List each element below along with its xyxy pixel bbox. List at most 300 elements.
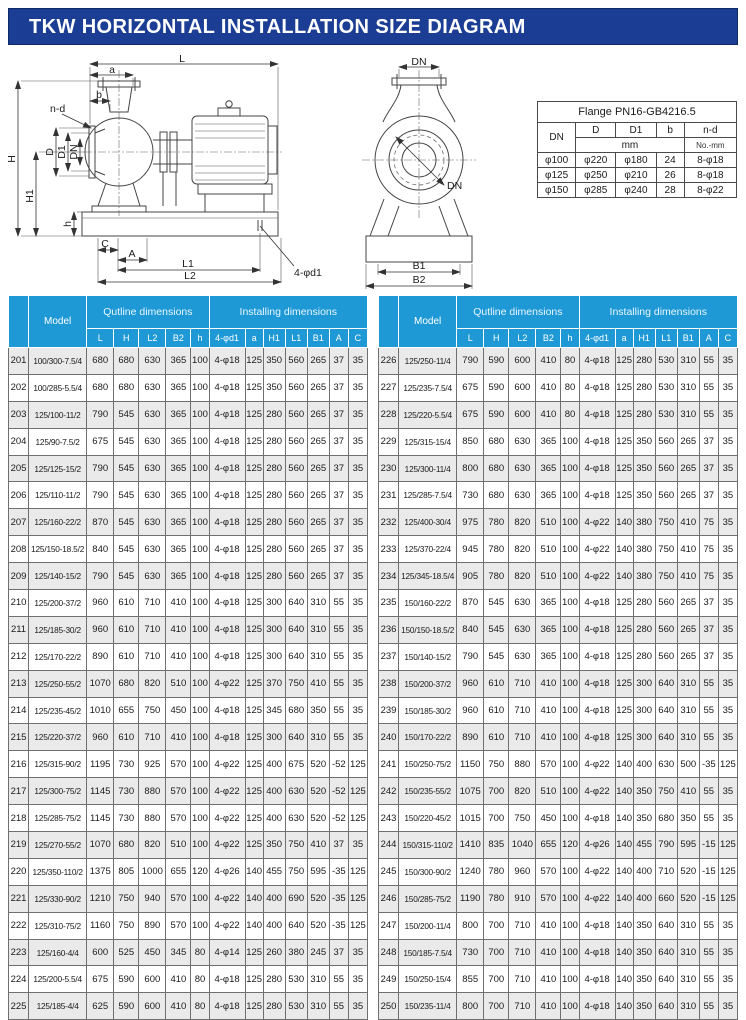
col-L2: L2 — [509, 329, 536, 348]
dim-cell: 37 — [329, 939, 348, 966]
row-number: 206 — [9, 482, 29, 509]
table-row — [379, 805, 738, 832]
flange-cell: 28 — [656, 183, 684, 198]
dim-cell: 410 — [677, 563, 699, 590]
dim-cell: 350 — [633, 993, 655, 1020]
col-A: A — [699, 329, 718, 348]
dim-cell: 455 — [263, 858, 285, 885]
dim-cell: -35 — [699, 751, 718, 778]
dim-cell: 700 — [484, 912, 509, 939]
model-cell: 150/300-90/2 — [399, 858, 457, 885]
dim-cell: 4-φ18 — [579, 348, 615, 375]
table-row — [379, 590, 738, 617]
dim-cell: -52 — [329, 805, 348, 832]
dim-cell: 55 — [699, 670, 718, 697]
dim-cell: 880 — [139, 805, 166, 832]
dim-cell: 140 — [615, 885, 633, 912]
dim-cell: 640 — [655, 697, 677, 724]
dim-cell: 880 — [509, 751, 536, 778]
model-header: Model — [399, 296, 457, 348]
row-number: 233 — [379, 536, 399, 563]
row-number: 247 — [379, 912, 399, 939]
flange-table — [537, 101, 737, 198]
dim-cell: 410 — [677, 536, 699, 563]
dim-cell: 800 — [457, 455, 484, 482]
col-B2: B2 — [166, 329, 191, 348]
dim-cell: 100 — [191, 832, 209, 859]
dim-cell: 780 — [484, 536, 509, 563]
dim-label-n-d: n-d — [50, 103, 66, 115]
dim-cell: 100 — [191, 401, 209, 428]
dim-cell: 100 — [191, 778, 209, 805]
dim-cell: 4-φ18 — [579, 428, 615, 455]
dim-cell: 595 — [677, 832, 699, 859]
dim-cell: 280 — [263, 563, 285, 590]
dim-cell: 610 — [114, 643, 139, 670]
dim-cell: 365 — [166, 509, 191, 536]
dim-cell: 630 — [139, 374, 166, 401]
dim-cell: 4-φ18 — [579, 616, 615, 643]
row-number: 245 — [379, 858, 399, 885]
dim-cell: 975 — [457, 509, 484, 536]
dim-cell: 590 — [484, 401, 509, 428]
col-B1: B1 — [307, 329, 329, 348]
model-cell: 125/300-75/2 — [29, 778, 87, 805]
dim-cell: 37 — [329, 455, 348, 482]
row-number: 226 — [379, 348, 399, 375]
dim-cell: 630 — [285, 805, 307, 832]
dim-cell: 600 — [509, 348, 536, 375]
dim-cell: 640 — [655, 939, 677, 966]
dim-cell: 100 — [561, 724, 579, 751]
model-cell: 125/345-18.5/4 — [399, 563, 457, 590]
dim-cell: 4-φ18 — [209, 993, 245, 1020]
dim-cell: 125 — [348, 858, 367, 885]
dim-cell: 4-φ22 — [579, 885, 615, 912]
dim-cell: 35 — [348, 724, 367, 751]
dim-cell: 100 — [561, 590, 579, 617]
dim-cell: 4-φ26 — [579, 832, 615, 859]
dim-cell: 700 — [484, 805, 509, 832]
dim-cell: 610 — [114, 724, 139, 751]
dim-cell: 35 — [718, 670, 737, 697]
dim-cell: 4-φ22 — [209, 912, 245, 939]
dim-cell: 660 — [655, 885, 677, 912]
dim-cell: 820 — [139, 670, 166, 697]
col-H1: H1 — [633, 329, 655, 348]
dim-cell: 310 — [677, 348, 699, 375]
dim-cell: 630 — [139, 509, 166, 536]
dim-cell: 410 — [677, 778, 699, 805]
dim-cell: 4-φ18 — [209, 697, 245, 724]
dim-cell: 55 — [699, 993, 718, 1020]
dim-cell: 4-φ18 — [209, 966, 245, 993]
row-number: 219 — [9, 832, 29, 859]
table-row — [9, 724, 368, 751]
dim-cell: 300 — [263, 643, 285, 670]
dim-cell: 630 — [139, 401, 166, 428]
row-number: 202 — [9, 374, 29, 401]
dim-cell: 35 — [718, 912, 737, 939]
row-number: 230 — [379, 455, 399, 482]
dim-cell: 560 — [655, 590, 677, 617]
dim-label-b: b — [96, 89, 102, 101]
dim-cell: 100 — [191, 751, 209, 778]
dim-cell: 100 — [191, 374, 209, 401]
dim-cell: 560 — [285, 374, 307, 401]
dim-cell: 640 — [285, 616, 307, 643]
table-row — [538, 153, 737, 168]
row-number: 213 — [9, 670, 29, 697]
dim-cell: 410 — [536, 401, 561, 428]
model-cell: 125/160-22/2 — [29, 509, 87, 536]
dim-cell: 37 — [329, 832, 348, 859]
dim-cell: 630 — [509, 455, 536, 482]
dim-cell: 100 — [561, 751, 579, 778]
dim-cell: 400 — [633, 751, 655, 778]
row-number: 207 — [9, 509, 29, 536]
dim-cell: 345 — [166, 939, 191, 966]
row-number: 228 — [379, 401, 399, 428]
dim-cell: 835 — [484, 832, 509, 859]
dim-cell: 630 — [139, 348, 166, 375]
dim-cell: 265 — [307, 563, 329, 590]
dim-cell: 125 — [718, 885, 737, 912]
dim-label-anchor-holes: 4-φd1 — [294, 267, 322, 279]
dim-cell: 750 — [655, 778, 677, 805]
dim-cell: 595 — [307, 858, 329, 885]
dim-cell: 870 — [87, 509, 114, 536]
dim-cell: 125 — [245, 455, 263, 482]
dim-cell: 125 — [245, 374, 263, 401]
col-L: L — [457, 329, 484, 348]
dim-cell: 560 — [655, 616, 677, 643]
dim-cell: 140 — [245, 912, 263, 939]
table-row — [9, 993, 368, 1020]
dim-cell: 35 — [718, 536, 737, 563]
dim-cell: 520 — [677, 858, 699, 885]
table-row — [379, 616, 738, 643]
dim-cell: 310 — [307, 616, 329, 643]
dim-cell: 35 — [718, 778, 737, 805]
dim-cell: 4-φ18 — [579, 455, 615, 482]
dim-cell: 140 — [245, 885, 263, 912]
dim-cell: 750 — [114, 912, 139, 939]
dim-cell: 560 — [285, 482, 307, 509]
dim-cell: 310 — [307, 966, 329, 993]
table-row — [379, 455, 738, 482]
dim-cell: 100 — [561, 482, 579, 509]
table-row — [538, 168, 737, 183]
row-number: 217 — [9, 778, 29, 805]
dim-label-C: C — [101, 238, 109, 250]
dim-cell: 4-φ18 — [579, 697, 615, 724]
dim-cell: 140 — [615, 939, 633, 966]
dim-cell: 4-φ22 — [209, 751, 245, 778]
flange-cell: φ285 — [576, 183, 616, 198]
dim-cell: 35 — [718, 966, 737, 993]
dim-cell: 100 — [561, 778, 579, 805]
dim-cell: 265 — [677, 590, 699, 617]
dim-cell: 35 — [348, 428, 367, 455]
dim-cell: 560 — [655, 482, 677, 509]
col-a: a — [245, 329, 263, 348]
dim-cell: 780 — [484, 563, 509, 590]
dim-cell: 35 — [718, 993, 737, 1020]
table-row — [379, 966, 738, 993]
dim-cell: 125 — [245, 536, 263, 563]
table-row — [379, 993, 738, 1020]
col-B1: B1 — [677, 329, 699, 348]
dim-cell: 680 — [87, 348, 114, 375]
model-cell: 125/150-18.5/2 — [29, 536, 87, 563]
dim-cell: 710 — [139, 616, 166, 643]
dim-cell: 125 — [615, 590, 633, 617]
dim-cell: 310 — [307, 643, 329, 670]
dim-cell: 675 — [285, 751, 307, 778]
dim-cell: 410 — [536, 374, 561, 401]
dim-cell: 560 — [285, 401, 307, 428]
dim-cell: 365 — [166, 401, 191, 428]
dim-cell: 55 — [329, 724, 348, 751]
dim-cell: 850 — [457, 428, 484, 455]
dim-cell: 35 — [348, 401, 367, 428]
dim-cell: 700 — [484, 939, 509, 966]
dim-cell: 4-φ22 — [579, 563, 615, 590]
dim-cell: 730 — [457, 482, 484, 509]
dim-cell: 100 — [191, 536, 209, 563]
dim-cell: 680 — [114, 374, 139, 401]
dim-cell: 510 — [536, 778, 561, 805]
dim-cell: 35 — [348, 993, 367, 1020]
dim-cell: 545 — [484, 643, 509, 670]
dim-cell: 545 — [114, 401, 139, 428]
dim-cell: 4-φ18 — [209, 724, 245, 751]
dim-cell: 310 — [307, 724, 329, 751]
model-cell: 125/235-45/2 — [29, 697, 87, 724]
dim-cell: 960 — [457, 697, 484, 724]
dim-cell: 310 — [677, 939, 699, 966]
dim-cell: 100 — [561, 455, 579, 482]
row-number: 240 — [379, 724, 399, 751]
flange-cell: 8-φ18 — [684, 153, 736, 168]
dim-cell: 600 — [139, 966, 166, 993]
model-cell: 125/220-5.5/4 — [399, 401, 457, 428]
dim-cell: 675 — [457, 374, 484, 401]
dim-cell: 35 — [348, 590, 367, 617]
dim-cell: 35 — [348, 939, 367, 966]
dim-cell: 265 — [677, 643, 699, 670]
model-cell: 125/300-11/4 — [399, 455, 457, 482]
dim-cell: 545 — [484, 616, 509, 643]
dim-cell: 100 — [561, 939, 579, 966]
dim-cell: 380 — [633, 536, 655, 563]
dim-cell: 710 — [139, 590, 166, 617]
outline-dimensions-header: Qutline dimensions — [87, 296, 209, 329]
dim-cell: 125 — [615, 348, 633, 375]
dim-cell: 410 — [536, 697, 561, 724]
dim-cell: 350 — [263, 348, 285, 375]
model-cell: 150/160-22/2 — [399, 590, 457, 617]
dim-cell: 960 — [87, 616, 114, 643]
dim-cell: 125 — [245, 993, 263, 1020]
dim-cell: 100 — [191, 912, 209, 939]
dim-cell: 545 — [114, 455, 139, 482]
flange-table-title: Flange PN16-GB4216.5 — [538, 102, 737, 123]
dim-cell: 4-φ18 — [579, 805, 615, 832]
dim-cell: 4-φ18 — [579, 401, 615, 428]
dim-cell: 100 — [561, 858, 579, 885]
dim-cell: 120 — [561, 832, 579, 859]
dim-cell: 960 — [87, 590, 114, 617]
dim-label-a: a — [109, 64, 115, 76]
dim-cell: 630 — [509, 616, 536, 643]
dim-cell: 37 — [329, 374, 348, 401]
table-row — [9, 482, 368, 509]
dim-cell: -52 — [329, 778, 348, 805]
model-cell: 150/150-18.5/2 — [399, 616, 457, 643]
row-number: 235 — [379, 590, 399, 617]
table-row — [379, 482, 738, 509]
dim-label-B2: B2 — [412, 274, 426, 286]
dim-cell: 265 — [677, 616, 699, 643]
table-row — [9, 939, 368, 966]
dim-cell: 35 — [348, 482, 367, 509]
dim-cell: 125 — [615, 482, 633, 509]
dim-cell: 125 — [245, 832, 263, 859]
dim-cell: 125 — [245, 616, 263, 643]
row-number: 209 — [9, 563, 29, 590]
dim-cell: 750 — [285, 670, 307, 697]
dim-cell: 4-φ14 — [209, 939, 245, 966]
model-cell: 125/285-7.5/4 — [399, 482, 457, 509]
dim-cell: 560 — [655, 428, 677, 455]
dim-cell: 100 — [191, 455, 209, 482]
model-cell: 125/250-11/4 — [399, 348, 457, 375]
dim-cell: 140 — [615, 832, 633, 859]
dim-cell: 125 — [245, 697, 263, 724]
dim-cell: 100 — [561, 885, 579, 912]
dim-cell: 410 — [536, 939, 561, 966]
dim-cell: 140 — [615, 993, 633, 1020]
dim-cell: 55 — [329, 670, 348, 697]
dim-cell: 630 — [285, 778, 307, 805]
row-number: 223 — [9, 939, 29, 966]
flange-col-d: D — [576, 123, 616, 138]
dim-cell: 680 — [484, 482, 509, 509]
model-cell: 125/160-4/4 — [29, 939, 87, 966]
dim-cell: 750 — [655, 536, 677, 563]
model-cell: 125/170-22/2 — [29, 643, 87, 670]
dim-cell: 100 — [191, 428, 209, 455]
table-row — [379, 374, 738, 401]
dim-cell: 600 — [509, 374, 536, 401]
model-cell: 125/185-4/4 — [29, 993, 87, 1020]
model-cell: 125/250-55/2 — [29, 670, 87, 697]
dim-cell: 410 — [536, 966, 561, 993]
dim-cell: 4-φ22 — [579, 751, 615, 778]
flange-cell: φ150 — [538, 183, 576, 198]
dim-cell: 350 — [263, 832, 285, 859]
dim-cell: -35 — [329, 885, 348, 912]
dim-cell: 780 — [484, 885, 509, 912]
dim-cell: 675 — [87, 966, 114, 993]
model-cell: 150/285-75/2 — [399, 885, 457, 912]
dim-cell: 125 — [615, 697, 633, 724]
model-cell: 150/170-22/2 — [399, 724, 457, 751]
dim-cell: 855 — [457, 966, 484, 993]
dim-cell: 280 — [633, 616, 655, 643]
model-cell: 125/100-11/2 — [29, 401, 87, 428]
dim-cell: 37 — [699, 616, 718, 643]
dim-cell: 1015 — [457, 805, 484, 832]
dim-cell: 790 — [87, 401, 114, 428]
dim-cell: 37 — [699, 428, 718, 455]
installing-dimensions-header: Installing dimensions — [579, 296, 737, 329]
dim-cell: 380 — [633, 509, 655, 536]
dim-cell: 530 — [655, 401, 677, 428]
dim-cell: 750 — [139, 697, 166, 724]
dim-cell: 410 — [536, 912, 561, 939]
flange-cell: φ220 — [576, 153, 616, 168]
dim-cell: 410 — [536, 348, 561, 375]
dim-cell: 530 — [655, 374, 677, 401]
dim-cell: 100 — [561, 616, 579, 643]
dim-cell: 100 — [191, 643, 209, 670]
dim-cell: 710 — [509, 993, 536, 1020]
dim-cell: 4-φ22 — [209, 832, 245, 859]
dim-cell: 710 — [509, 966, 536, 993]
dim-label-L: L — [179, 54, 185, 65]
dim-cell: 365 — [536, 482, 561, 509]
dim-cell: 590 — [484, 348, 509, 375]
row-number: 222 — [9, 912, 29, 939]
dim-cell: 35 — [348, 348, 367, 375]
row-number: 242 — [379, 778, 399, 805]
dim-cell: 125 — [245, 751, 263, 778]
model-cell: 125/270-55/2 — [29, 832, 87, 859]
dim-cell: 510 — [166, 670, 191, 697]
dim-cell: 55 — [699, 374, 718, 401]
dim-cell: 520 — [307, 912, 329, 939]
dim-cell: 55 — [699, 939, 718, 966]
dim-label-H: H — [6, 155, 18, 163]
dim-cell: 4-φ18 — [579, 912, 615, 939]
dim-cell: 510 — [536, 509, 561, 536]
model-cell: 125/110-11/2 — [29, 482, 87, 509]
dim-cell: 455 — [633, 832, 655, 859]
table-row — [9, 912, 368, 939]
dim-cell: 280 — [633, 374, 655, 401]
row-number: 227 — [379, 374, 399, 401]
dim-cell: 790 — [87, 563, 114, 590]
dim-cell: 37 — [699, 482, 718, 509]
dim-cell: 75 — [699, 563, 718, 590]
model-cell: 125/370-22/4 — [399, 536, 457, 563]
table-row — [9, 805, 368, 832]
model-cell: 150/250-15/4 — [399, 966, 457, 993]
row-number: 204 — [9, 428, 29, 455]
table-row — [379, 670, 738, 697]
dim-cell: 780 — [484, 509, 509, 536]
dim-cell: 750 — [285, 858, 307, 885]
dim-cell: 365 — [166, 482, 191, 509]
model-cell: 150/200-37/2 — [399, 670, 457, 697]
flange-cell: φ125 — [538, 168, 576, 183]
dim-cell: 350 — [633, 455, 655, 482]
dim-cell: 35 — [348, 670, 367, 697]
table-row — [9, 966, 368, 993]
